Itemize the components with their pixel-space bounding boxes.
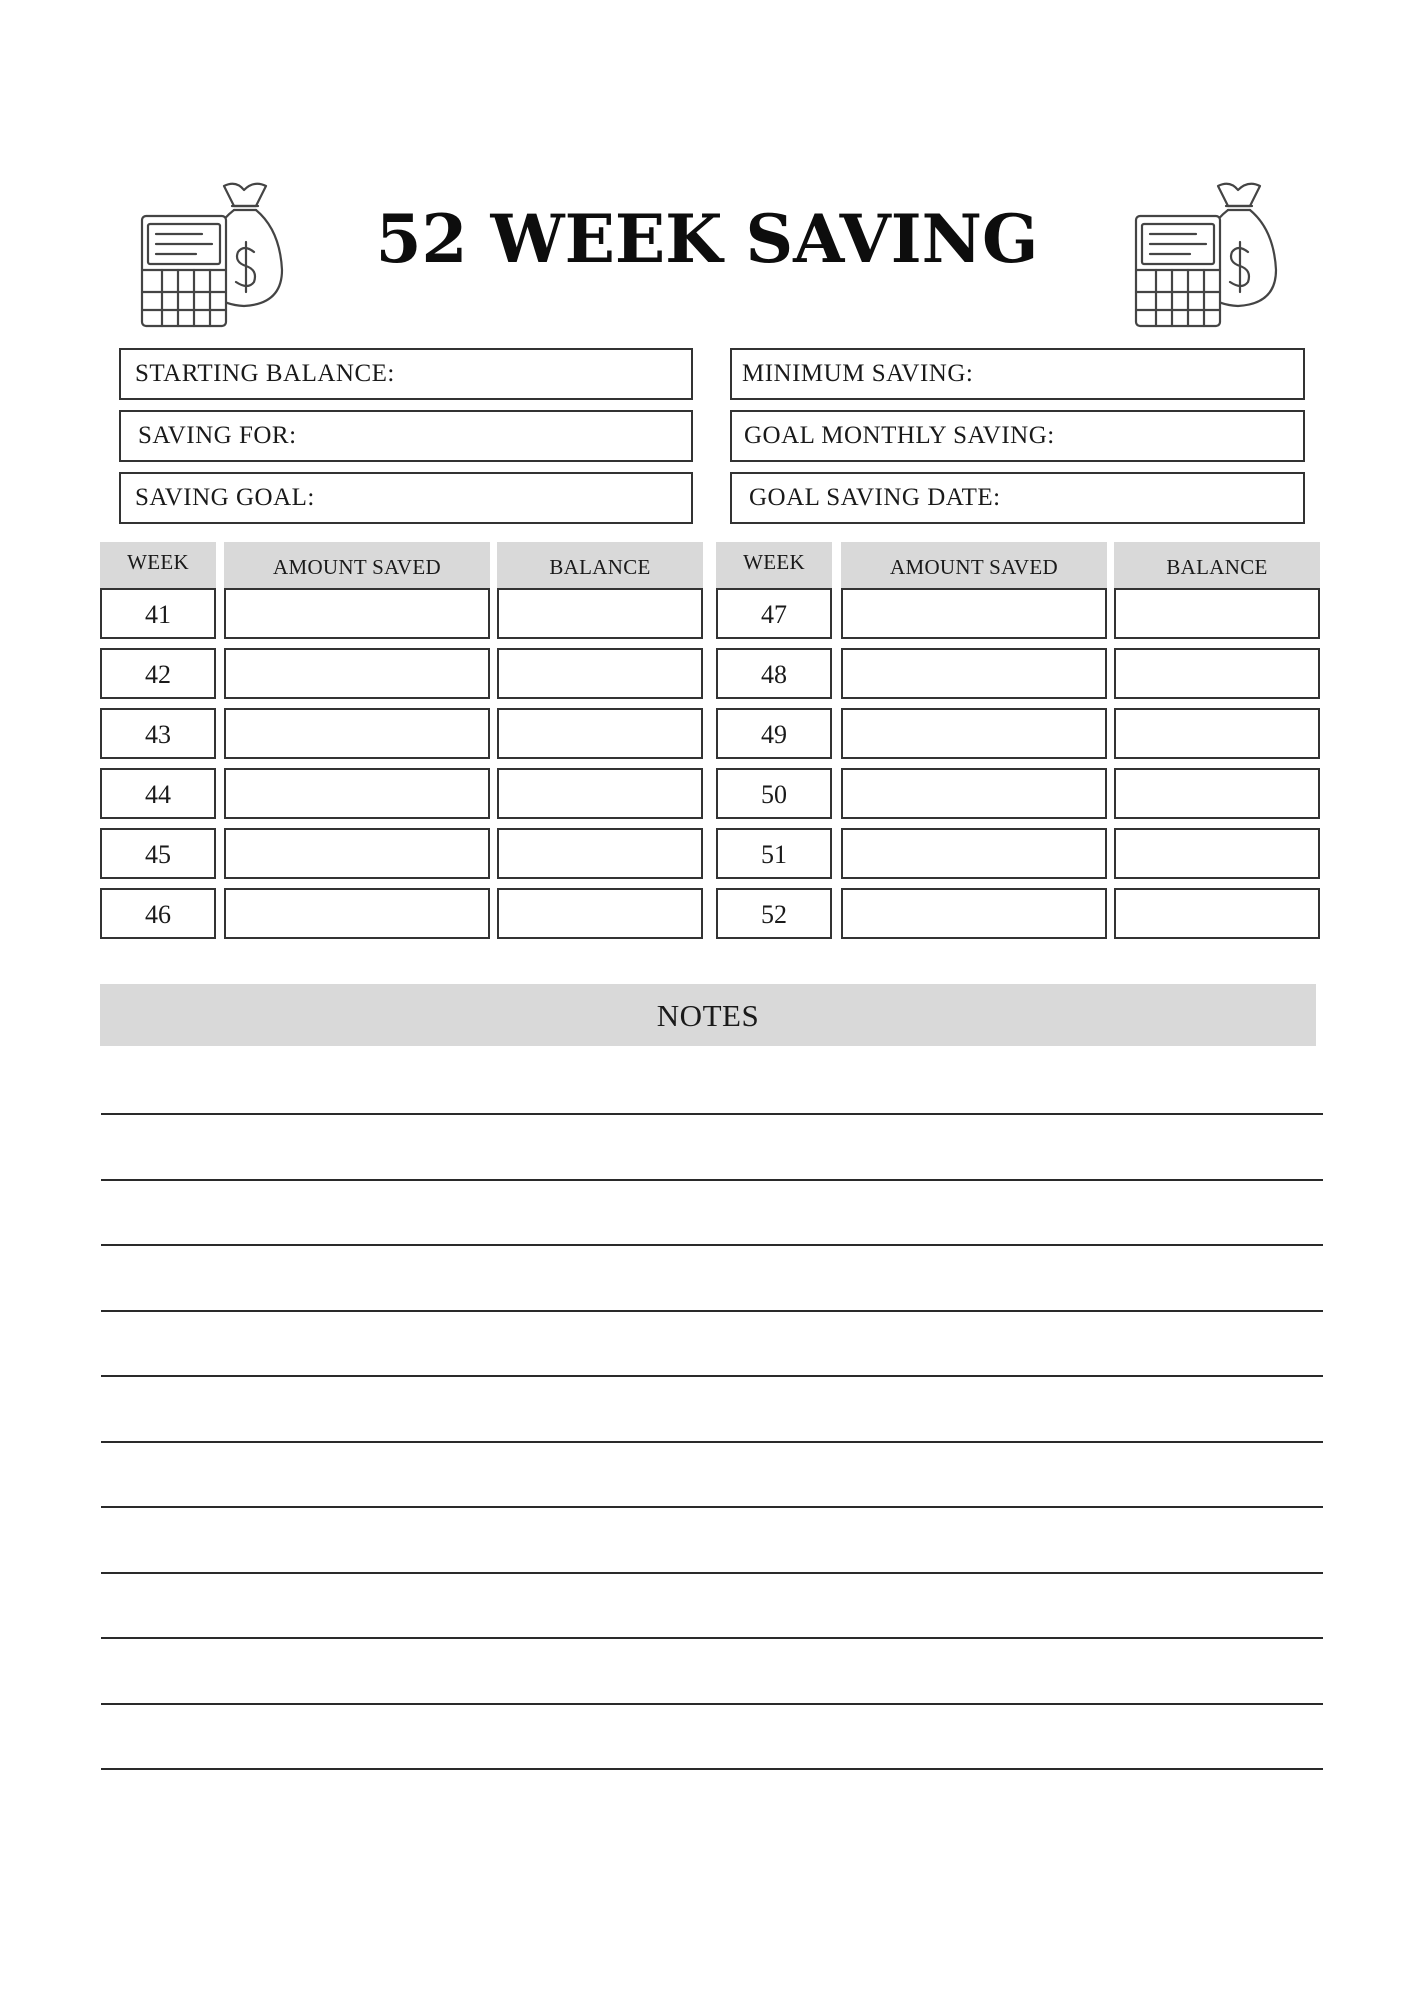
amount-saved-input[interactable] <box>224 888 490 939</box>
amount-saved-input[interactable] <box>224 708 490 759</box>
balance-input[interactable] <box>1114 828 1320 879</box>
balance-input[interactable] <box>1114 888 1320 939</box>
header-amount-saved-right: AMOUNT SAVED <box>841 542 1107 588</box>
amount-saved-input[interactable] <box>224 588 490 639</box>
minimum-saving-field[interactable]: MINIMUM SAVING: <box>730 348 1305 400</box>
balance-input[interactable] <box>1114 588 1320 639</box>
notes-line[interactable] <box>101 1572 1323 1574</box>
goal-saving-date-field[interactable]: GOAL SAVING DATE: <box>730 472 1305 524</box>
saving-goal-field[interactable]: SAVING GOAL: <box>119 472 693 524</box>
amount-saved-input[interactable] <box>224 648 490 699</box>
balance-input[interactable] <box>497 888 703 939</box>
balance-input[interactable] <box>1114 708 1320 759</box>
amount-saved-input[interactable] <box>224 828 490 879</box>
header-balance-right: BALANCE <box>1114 542 1320 588</box>
page-title: 52 WEEK SAVING <box>375 200 1039 278</box>
balance-input[interactable] <box>497 588 703 639</box>
amount-saved-input[interactable] <box>841 648 1107 699</box>
week-number-cell: 45 <box>100 828 216 879</box>
notes-line[interactable] <box>101 1310 1323 1312</box>
notes-line[interactable] <box>101 1703 1323 1705</box>
notes-line[interactable] <box>101 1441 1323 1443</box>
header-amount-saved-left: AMOUNT SAVED <box>224 542 490 588</box>
amount-saved-input[interactable] <box>841 588 1107 639</box>
balance-input[interactable] <box>1114 768 1320 819</box>
balance-input[interactable] <box>497 768 703 819</box>
notes-line[interactable] <box>101 1375 1323 1377</box>
header-week-right: WEEK <box>716 542 832 588</box>
week-number-cell: 47 <box>716 588 832 639</box>
balance-input[interactable] <box>497 828 703 879</box>
amount-saved-input[interactable] <box>224 768 490 819</box>
amount-saved-input[interactable] <box>841 888 1107 939</box>
balance-input[interactable] <box>1114 648 1320 699</box>
amount-saved-input[interactable] <box>841 768 1107 819</box>
week-number-cell: 49 <box>716 708 832 759</box>
notes-line[interactable] <box>101 1179 1323 1181</box>
notes-header: NOTES <box>100 984 1316 1046</box>
week-number-cell: 50 <box>716 768 832 819</box>
notes-line[interactable] <box>101 1506 1323 1508</box>
saving-for-field[interactable]: SAVING FOR: <box>119 410 693 462</box>
notes-line[interactable] <box>101 1637 1323 1639</box>
goal-monthly-saving-field[interactable]: GOAL MONTHLY SAVING: <box>730 410 1305 462</box>
week-number-cell: 46 <box>100 888 216 939</box>
notes-line[interactable] <box>101 1768 1323 1770</box>
week-number-cell: 51 <box>716 828 832 879</box>
starting-balance-field[interactable]: STARTING BALANCE: <box>119 348 693 400</box>
balance-input[interactable] <box>497 648 703 699</box>
header-balance-left: BALANCE <box>497 542 703 588</box>
week-number-cell: 41 <box>100 588 216 639</box>
balance-input[interactable] <box>497 708 703 759</box>
notes-line[interactable] <box>101 1244 1323 1246</box>
week-number-cell: 44 <box>100 768 216 819</box>
week-number-cell: 48 <box>716 648 832 699</box>
week-number-cell: 42 <box>100 648 216 699</box>
week-number-cell: 52 <box>716 888 832 939</box>
amount-saved-input[interactable] <box>841 708 1107 759</box>
notes-line[interactable] <box>101 1113 1323 1115</box>
week-number-cell: 43 <box>100 708 216 759</box>
header-week-left: WEEK <box>100 542 216 588</box>
amount-saved-input[interactable] <box>841 828 1107 879</box>
